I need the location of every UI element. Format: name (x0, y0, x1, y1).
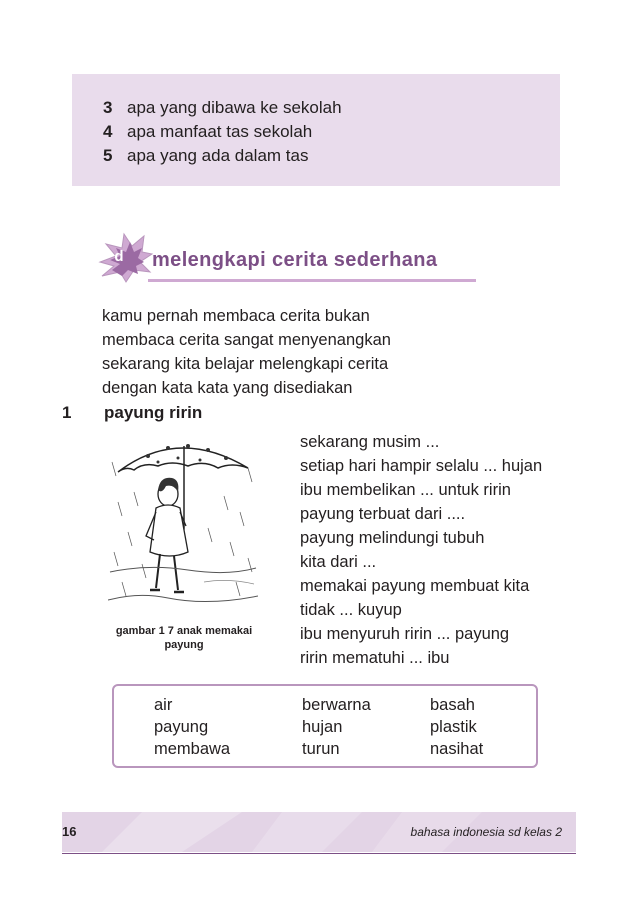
word-option: turun (302, 740, 340, 758)
illustration-caption: gambar 1 7 anak memakai payung (115, 625, 253, 651)
questions-box (72, 74, 560, 186)
word-option: plastik (430, 718, 477, 736)
word-choice-box (112, 684, 538, 768)
section-letter: d (114, 248, 124, 265)
story-line: ibu membelikan ... untuk ririn (300, 481, 511, 499)
page-number: 16 (62, 824, 77, 839)
section-title: melengkapi cerita sederhana (152, 249, 438, 271)
intro-line: kamu pernah membaca cerita bukan (102, 307, 370, 325)
story-line: tidak ... kuyup (300, 601, 402, 619)
girl-with-umbrella-illustration (108, 432, 258, 612)
story-heading (62, 403, 202, 423)
title-underline (148, 279, 476, 282)
story-line: payung melindungi tubuh (300, 529, 485, 547)
question-item: 3 apa yang dibawa ke sekolah (103, 98, 342, 117)
story-line: kita dari ... (300, 553, 377, 571)
word-option: membawa (154, 740, 231, 758)
book-title: bahasa indonesia sd kelas 2 (410, 825, 562, 839)
story-line: sekarang musim ... (300, 433, 440, 451)
word-option: basah (430, 696, 475, 714)
story-line: payung terbuat dari .... (300, 505, 466, 523)
questions-list (103, 96, 342, 168)
word-option: payung (154, 718, 209, 736)
intro-line: dengan kata kata yang disediakan (102, 379, 353, 397)
story-number: 1 (62, 403, 72, 422)
word-column-2 (302, 694, 371, 760)
story-line: ibu menyuruh ririn ... payung (300, 625, 510, 643)
story-line: setiap hari hampir selalu ... hujan (300, 457, 543, 475)
word-option: air (154, 696, 173, 714)
word-column-3 (430, 694, 483, 760)
story-line: ririn mematuhi ... ibu (300, 649, 450, 667)
word-column-1 (154, 694, 230, 760)
story-title: payung ririn (104, 403, 203, 422)
page-footer (62, 812, 576, 852)
footer-rule (62, 853, 576, 854)
question-item: 5 apa yang ada dalam tas (103, 146, 309, 165)
word-option: hujan (302, 718, 343, 736)
section-heading (96, 232, 476, 292)
story-text (300, 430, 562, 670)
word-option: berwarna (302, 696, 371, 714)
word-option: nasihat (430, 740, 484, 758)
intro-text (102, 304, 391, 400)
question-item: 4 apa manfaat tas sekolah (103, 122, 313, 141)
intro-line: membaca cerita sangat menyenangkan (102, 331, 391, 349)
story-line: memakai payung membuat kita (300, 577, 530, 595)
intro-line: sekarang kita belajar melengkapi cerita (102, 355, 389, 373)
